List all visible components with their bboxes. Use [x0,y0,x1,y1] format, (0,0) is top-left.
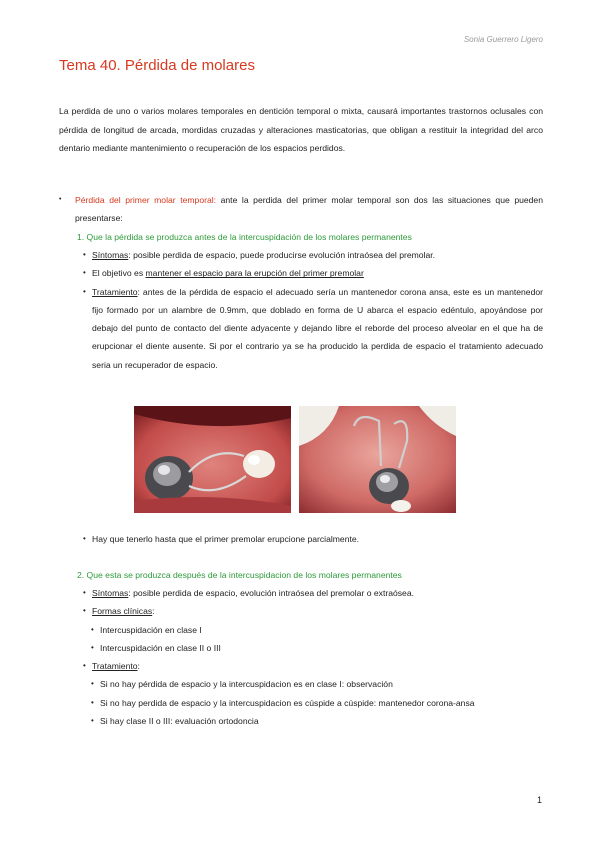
case-2-heading: 2. Que esta se produzca después de la intercuspidacion de los molares permanentes [77,570,402,580]
photo-space-maintainer-1 [134,406,291,513]
objetivo-text: El objetivo es [92,268,146,279]
photo-space-maintainer-2 [299,406,456,513]
section-description: ante la perdida del primer molar temporal son dos las situaciones que pueden presentarse: [75,195,543,223]
tratamiento-text: : antes de la pérdida de espacio el adecuado sería un mantenedor corona ansa, este es un mantenedor fijo formado por un alambre de 0.9mm, que doblado en forma de U abarca el espacio edéntulo, apoyándose por debajo del punto de contacto del diente adyacente y dejando libre el reborde del proceso alveolar en el que ha de erupcionar el diente ausente. Si por el contrario ya se ha producido la perdida de espacio el tratamiento adecuado seria un recuperador de espacio. [92,286,543,370]
case-2-items [83,584,543,730]
list-item: • Intercuspidación en clase II o III [91,639,543,657]
case-1-items [83,246,543,374]
list-item: • Hay que tenerlo hasta que el primer premolar erupcione parcialmente. [83,530,543,548]
bullet-marker: • [59,196,62,203]
formas-colon: : [152,606,155,617]
tratamiento-label: Tratamiento [92,661,138,672]
case-1-note [83,530,543,548]
list-item [83,602,543,620]
page-number: 1 [536,795,542,805]
sintomas-text: : posible perdida de espacio, evolución intraósea del premolar o extraósea. [128,588,414,598]
list-item [83,283,543,374]
tratamiento-label: Tratamiento [92,286,138,297]
tratamiento-colon: : [137,661,140,672]
list-item: • Si no hay perdida de espacio y la intercuspidacion es cúspide a cúspide: mantenedor corona-ansa [91,694,543,712]
intro-paragraph: La perdida de uno o varios molares temporales en dentición temporal o mixta, causará importantes trastornos oclusales con pérdida de longitud de arcada, mordidas cruzadas y alteraciones masticatorias, que obligan a restituir la integridad del arco dentario mediante mantenimiento o recuperación de los espacios perdidos. [59,106,543,153]
list-item: • Si no hay pérdida de espacio y la intercuspidacion es en clase I: observación [91,675,543,693]
list-item [83,584,543,602]
case-1-heading: 1. Que la pérdida se produzca antes de la intercuspidación de los molares permanentes [77,232,412,242]
sintomas-label: Síntomas [92,250,129,260]
list-item: • Si hay clase II o III: evaluación ortodoncia [91,712,543,730]
sintomas-label: Síntomas [92,588,129,598]
formas-label: Formas clínicas [92,606,153,617]
list-item [83,264,543,282]
page-title: Tema 40. Pérdida de molares [59,57,255,74]
list-item: • Intercuspidación en clase I [91,621,543,639]
objetivo-underlined: mantener el espacio para la erupción del primer premolar [145,268,364,279]
section-first-molar [59,191,543,227]
list-item [83,657,543,675]
list-item [83,246,543,264]
section-heading: Pérdida del primer molar temporal: [75,195,217,205]
sintomas-text: : posible perdida de espacio, puede producirse evolución intraósea del premolar. [128,250,436,260]
author-header: Sonia Guerrero Ligero [463,35,543,44]
section-first-molar-text [75,191,543,227]
